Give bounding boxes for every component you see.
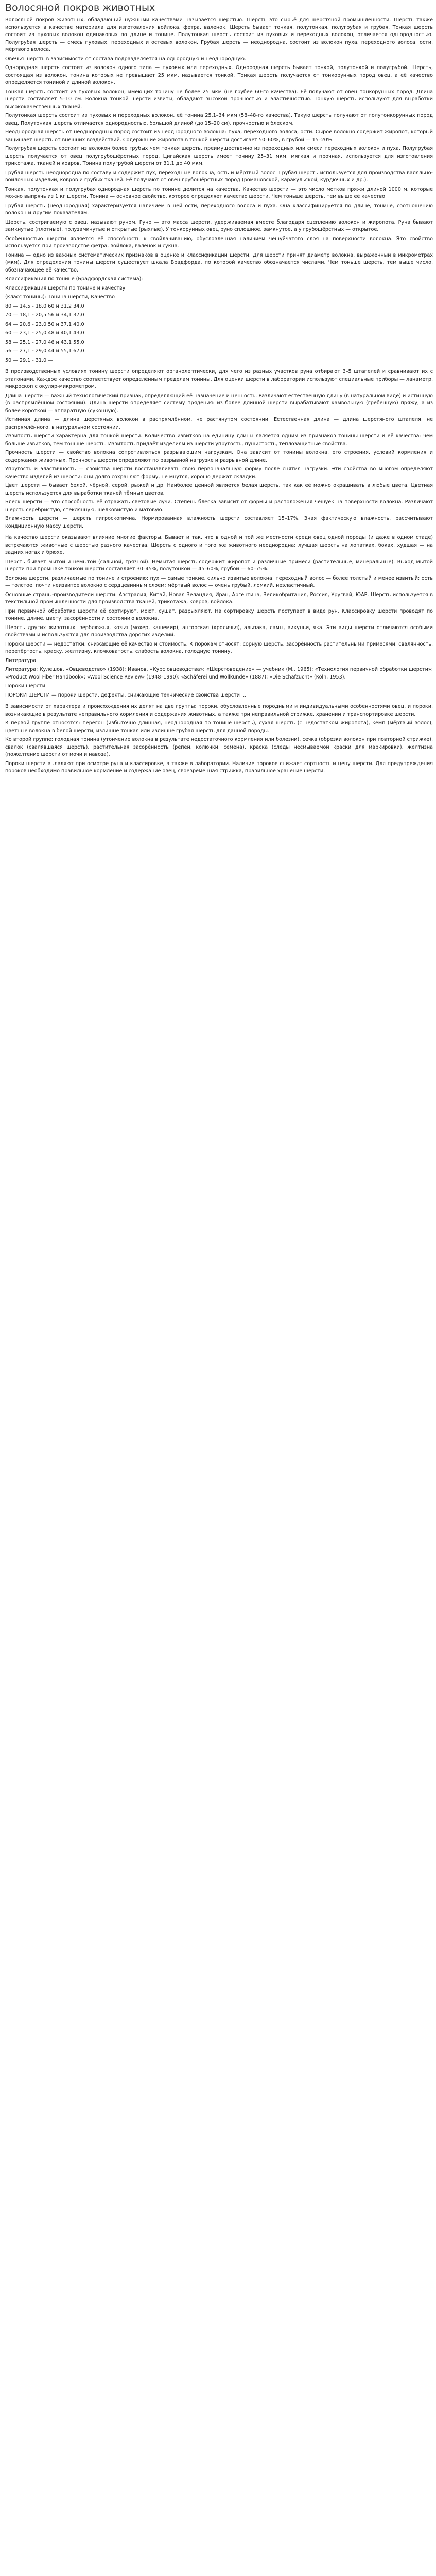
paragraph: Цвет шерсти — бывает белой, чёрной, серой, рыжей и др. Наиболее ценной является белая шерсть, так как её можно окрашивать в любые цвета. Цветная шерсть используется для выработки тканей тёмных цветов. [5,483,433,496]
paragraph: На качество шерсти оказывают влияние многие факторы. Бывает и так, что в одной и той же местности среди овец одной породы (и даже в одном стаде) встречаются животные с шерстью разного качества. Шерсть с одного и того же животного неоднородна: лучшая шерсть на лопатках, боках, худшая — на задних ногах и брюхе. [5,535,433,555]
paragraph: Полутонкая шерсть состоит из пуховых и переходных волокон, её тонина 25,1–34 мкм (58–48-го качества). Такую шерсть получают от полутонкорунных пород овец. Полутонкая шерсть отличается однородностью, большой длиной (до 15–20 см), прочностью и блеском. [5,113,433,126]
table-row: 70 — 18,1 - 20,5 56 и 34,1 37,0 [5,312,84,318]
paragraph: Однородная шерсть состоит из волокон одного типа — пуховых или переходных. Однородная шерсть бывает тонкой, полутонкой и полугрубой. Шерсть, состоящая из волокон, тонина которых не превышает 25 мкм, называется тонкой. Тонкая шерсть получается от тонкорунных пород овец, а её качество определяется тониной и длиной волокон. [5,65,433,86]
paragraph: Шерсть бывает мытой и немытой (сальной, грязной). Немытая шерсть содержит жиропот и различные примеси (растительные, минеральные). Выход мытой шерсти при промывке тонкой шерсти составляет 30–45%, полутонкой — 45–60%, грубой — 60–75%. [5,558,433,572]
paragraph: Тонкая шерсть состоит из пуховых волокон, имеющих тонину не более 25 мкм (не грубее 60-го качества). Её получают от овец тонкорунных пород. Длина шерсти составляет 5–10 см. Волокна тонкой шерсти извиты, обладают высокой прочностью и эластичностью. Тонкую шерсть используют для выработки высококачественных тканей. [5,89,433,110]
paragraph: В зависимости от характера и происхождения их делят на две группы: пороки, обусловленные породными и индивидуальными особенностями овец, и пороки, возникающие в результате неправильного кормления и содержания животных, а также при неправильной стрижке, хранении и транспортировке шерсти. [5,704,433,717]
table-row: 64 — 20,6 - 23,0 50 и 37,1 40,0 [5,321,84,327]
paragraph: Пороки шерсти выявляют при осмотре руна и классировке, а также в лаборатории. Наличие пороков снижает сортность и цену шерсти. Для предупреждения пороков необходимо правильное кормление и содержание овец, своевременная стрижка, правильное хранение шерсти. [5,760,433,774]
paragraph: Длина шерсти — важный технологический признак, определяющий её назначение и ценность. Различают естественную длину (в натуральном виде) и истинную (в распрямлённом состоянии). Длина шерсти определяет систему прядения: из более длинной шерсти вырабатывают камвольную (гребенную) пряжу, а из более короткой — аппаратную (суконную). [5,393,433,414]
see-also-label: Пороки шерсти [5,683,45,689]
paragraph: Ко второй группе: голодная тонина (утончение волокна в результате недостаточного кормления или болезни), сечка (обрезки волокон при повторной стрижке), свалок (свалявшаяся шерсть), растительная засорённость (репей, колючки, семена), краска (следы несмываемой краски для маркировки), желтизна (пожелтение шерсти от мочи и навоза). [5,737,433,757]
article-body [5,16,433,775]
reference-item: Литература: Кулешов, «Овцеводство» (1938); Иванов, «Курс овцеводства»; «Шерстоведение» — учебник (М., 1965); «Технология первичной обработки шерсти»; «Product Wool Fiber Handbook»; «Wool Science Review» (1948–1990); «Schäferei und Wollkunde» (1887); «Die Schafzucht» (Köln, 1953). [5,667,433,680]
paragraph: Пороки шерсти — недостатки, снижающие её качество и стоимость. К порокам относят: сорную шерсть, засорённость растительными примесями, свалянность, перетёртость, краску, желтизну, клочковатость, слабость волокна, голодную тонину. [5,641,433,654]
paragraph: Влажность шерсти — шерсть гигроскопична. Нормированная влажность шерсти составляет 15–17%. Зная фактическую влажность, рассчитывают кондиционную массу шерсти. [5,516,433,529]
paragraph: Неоднородная шерсть от неоднородных пород состоит из неоднородного волокна: пуха, переходного волоса, ости. Сырое волокно содержит жиропот, который защищает шерсть от внешних воздействий. Содержание жиропота в тонкой шерсти достигает 50–60%, в грубой — 15–20%. [5,129,433,143]
table-row: 50 — 29,1 - 31,0 — [5,357,53,363]
paragraph: В производственных условиях тонину шерсти определяют органолептически, для чего из разных участков руна отбирают 3–5 штапелей и сравнивают их с эталонами. Каждое качество соответствует определённым пределам тонины. Для оценки шерсти в лаборатории используют специальные приборы — ланаметр, микроскоп с окуляр-микрометром. [5,369,433,389]
table-row: 80 — 14,5 - 18,0 60 и 31,2 34,0 [5,303,84,309]
paragraph: Извитость шерсти характерна для тонкой шерсти. Количество извитков на единицу длины является одним из признаков тонины шерсти и её качества: чем больше извитков, тем тоньше шерсть. Извитость придаёт изделиям из шерсти упругость, пушистость, теплозащитные свойства. [5,433,433,447]
paragraph: Овечья шерсть в зависимости от состава подразделяется на однородную и неоднородную. [5,56,247,62]
table-header: (класс тонины): Тонина шерсти, Качество [5,294,115,300]
paragraph: При первичной обработке шерсти её сортируют, моют, сушат, разрыхляют. На сортировку шерсть поступает в виде рун. Классировку шерсти проводят по тонине, длине, цвету, засорённости и состоянию волокна. [5,608,433,621]
table-row: 60 — 23,1 - 25,0 48 и 40,1 43,0 [5,330,84,336]
paragraph: Тонина — одно из важных систематических признаков в оценке и классификации шерсти. Для шерсти принят диаметр волокна, выраженный в микрометрах (мкм). Для определения тонины шерсти существует шкала Брадфорда, по которой качество обозначается числами. Чем тоньше шерсть, тем выше число, обозначающее её качество. [5,252,433,273]
see-also-text: ПОРОКИ ШЕРСТИ — пороки шерсти, дефекты, снижающие технические свойства шерсти ... [5,692,247,698]
paragraph: Полугрубая шерсть состоит из волокон более грубых чем тонкая шерсть, преимущественно из переходных или смеси переходных волокон и пуха. Полугрубая шерсть получается от овец полугрубошёрстных пород. Цигайская шерсть имеет тонину 25–31 мкм, мягкая и прочная, используется для изготовления трикотажа, тканей и ковров. Тонина полугрубой шерсти от 31,1 до 40 мкм. [5,146,433,166]
paragraph: Грубая шерсть (неоднородная) характеризуется наличием в ней ости, переходного волоса и пуха. Она классифицируется по длине, тонине, соотношению волокон и другим показателям. [5,202,433,216]
paragraph: Тонкая, полутонкая и полугрубая однородная шерсть по тонине делится на качества. Качество шерсти — это число мотков пряжи длиной 1000 м, которые можно выпрячь из 1 кг шерсти. Тонина — основное свойство, которое определяет качество шерсти. Чем тоньше шерсть, тем выше её качество. [5,186,433,199]
paragraph: Упругость и эластичность — свойства шерсти восстанавливать свою первоначальную форму после снятия нагрузки. Эти свойства во многом определяют качество изделий из шерсти: они долго сохраняют форму, не мнутся, хорошо держат складки. [5,466,433,480]
references-heading: Литература [5,657,37,664]
paragraph: Основные страны-производители шерсти: Австралия, Китай, Новая Зеландия, Иран, Аргентина, Великобритания, Россия, Уругвай, ЮАР. Шерсть используется в текстильной промышленности для производства тканей, трикотажа, ковров, войлока. [5,591,433,605]
paragraph: Прочность шерсти — свойство волокна сопротивляться разрывающим нагрузкам. Она зависит от тонины волокна, его строения, условий кормления и содержания животных. Прочность шерсти определяют по разрывной нагрузке и разрывной длине. [5,450,433,463]
paragraph: Волосяной покров животных, обладающий нужными качествами называется шерстью. Шерсть это сырьё для шерстяной промышленности. Шерсть также используется в качестве материала для изготовления войлока, фетра, валенок. Шерсть бывает тонкая, полутонкая, полугрубая и грубая. Тонкая шерсть состоит из пуховых волокон одинаковых по длине и тонине. Полутонкая шерсть состоит из пуховых и переходных волокон, отличается однородностью. Полугрубая шерсть — смесь пуховых, переходных и остевых волокон. Грубая шерсть — неоднородна, состоит из волокон пуха, переходного волоса, ости, мёртвого волоса. [5,17,433,53]
table-title: Классификация шерсти по тонине и качеству [5,285,126,291]
paragraph: К первой группе относятся: перегон (избыточно длинная, неоднородная по тонине шерсть), сухая шерсть (с недостатком жиропота), кемп (мёртвый волос), цветные волокна в белой шерсти, излишне тонкая или излишне грубая шерсть для данной породы. [5,720,433,734]
paragraph: Особенностью шерсти является её способность к свойлачиванию, обусловленная наличием чешуйчатого слоя на поверхности волокна. Это свойство используется при производстве фетра, войлока, валенок и сукна. [5,235,433,249]
table-row: 56 — 27,1 - 29,0 44 и 55,1 67,0 [5,348,84,354]
article-title: Волосяной покров животных [5,2,433,15]
paragraph: Грубая шерсть неоднородна по составу и содержит пух, переходные волокна, ость и мёртвый волос. Грубая шерсть используется для производства валяльно-войлочных изделий, ковров и грубых тканей. Её получают от овец грубошёрстных пород (романовской, каракульской, курдючных и др.). [5,170,433,183]
paragraph: Волокна шерсти, различаемые по тонине и строению: пух — самые тонкие, сильно извитые волокна; переходный волос — более толстый и менее извитый; ость — толстое, почти неизвитое волокно с сердцевинным слоем; мёртвый волос — очень грубый, ломкий, неэластичный. [5,575,433,588]
paragraph: Блеск шерсти — это способность её отражать световые лучи. Степень блеска зависит от формы и расположения чешуек на поверхности волокна. Различают шерсть серебристую, стеклянную, шелковистую и матовую. [5,499,433,513]
table-row: 58 — 25,1 - 27,0 46 и 43,1 55,0 [5,339,84,345]
paragraph: Истинная длина — длина шерстяных волокон в распрямлённом, не растянутом состоянии. Естественная длина — длина шерстяного штапеля, не распрямлённого, в натуральном состоянии. [5,417,433,430]
paragraph: Шерсть, состригаемую с овец, называют руном. Руно — это масса шерсти, удерживаемая вместе благодаря сцеплению волокон и жиропота. Руна бывают замкнутые (плотные), полузамкнутые и открытые (рыхлые). У тонкорунных овец руно сплошное, замкнутое, а у грубошёрстных — открытое. [5,219,433,232]
paragraph: Классификация по тонине (Брадфордская система): [5,276,143,282]
paragraph: Шерсть других животных: верблюжья, козья (мохер, кашемир), ангорская (кроличья), альпака, ламы, викуньи, яка. Эти виды шерсти отличаются особыми свойствами и используются для производства дорогих изделий. [5,624,433,638]
